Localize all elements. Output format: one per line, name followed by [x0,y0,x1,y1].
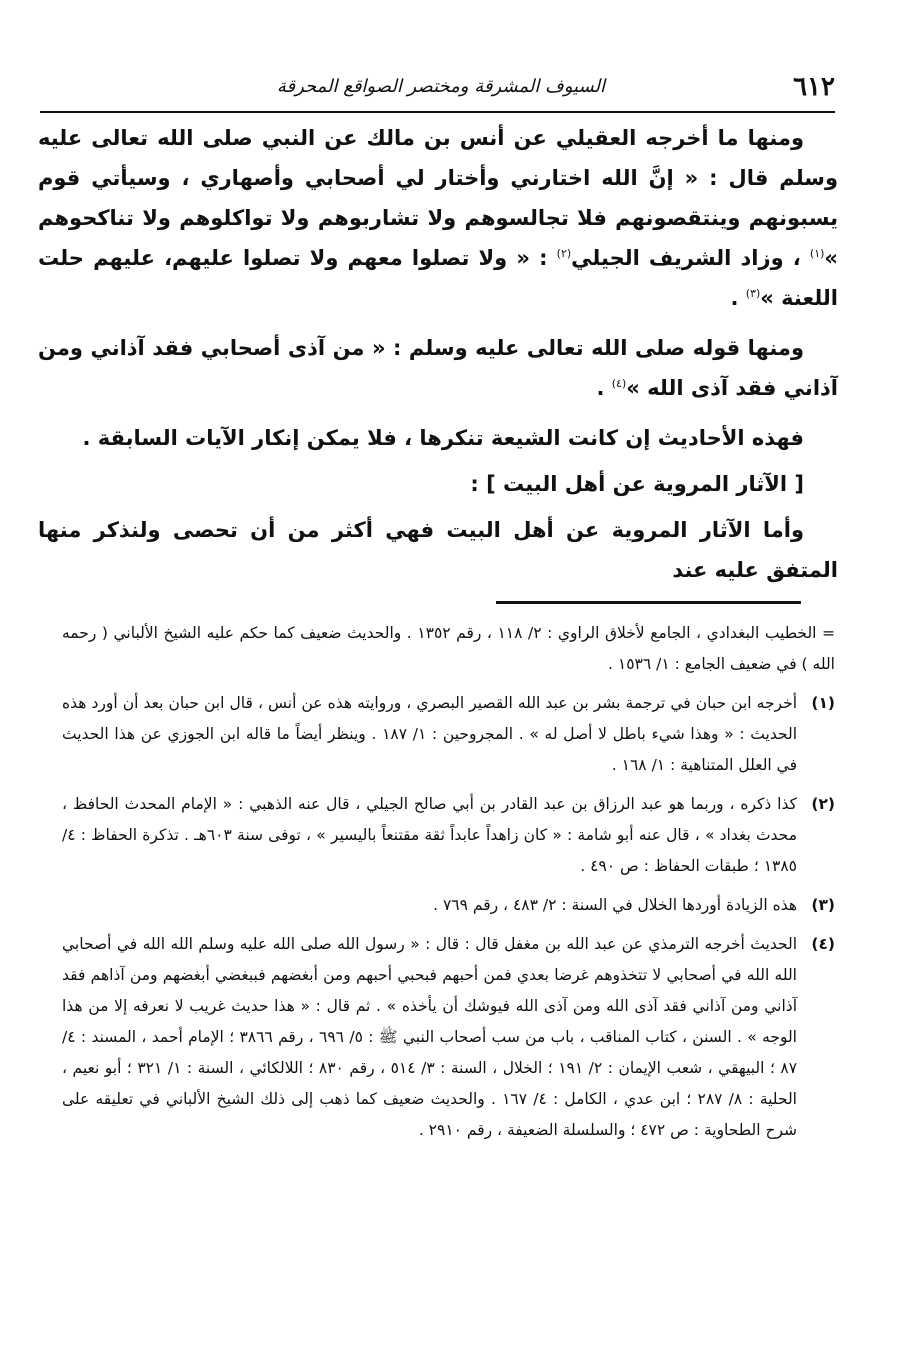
page-header [40,72,835,108]
section-heading: [ الآثار المروية عن أهل البيت ] : [470,472,804,496]
footnote-separator [496,601,801,604]
page-number: ٦١٢ [793,72,835,102]
footnote-3 [62,890,835,921]
footnote-4 [62,929,835,1146]
paragraph-text: . [730,286,746,310]
footnote-text: الحديث أخرجه الترمذي عن عبد الله بن مغفل قال : قال : « رسول الله صلى الله عليه وسلم الله الله في أصحابي الله الله في أصحابي لا تتخذوهم غرضا بعدي فمن أحبهم فبحبي أحبهم ومن أبغضهم فببغضي أبغضهم ومن آذاهم فقد آذاني ومن آذاني فقد آذى الله ومن آذى الله فيوشك أن يأخذه » . ثم قال : « هذا حديث غريب لا نعرفه إلا من هذا الوجه » . السنن ، كتاب المناقب ، باب من سب أصحاب النبي ﷺ : ٥/ ٦٩٦ ، رقم ٣٨٦٦ ؛ الإمام أحمد ، المسند : ٤/ ٨٧ ؛ البيهقي ، شعب الإيمان : ٢/ ١٩١ ؛ الخلال ، السنة : ٣/ ٥١٤ ، رقم ٨٣٠ ؛ اللالكائي ، السنة : ١/ ٣٢١ ؛ أبو نعيم ، الحلية : ٨/ ٢٨٧ ؛ ابن عدي ، الكامل : ٤/ ١٦٧ . والحديث ضعيف كما ذهب إلى ذلك الشيخ الألباني في تعليقه على شرح الطحاوية : ص ٤٧٢ ؛ والسلسلة الضعيفة ، رقم ٢٩١٠ . [62,935,798,1139]
header-rule [40,111,835,113]
footnote-1 [62,688,835,781]
footnotes [62,618,835,1154]
footnote-ref-2: (٢) [556,247,572,260]
footnote-ref-1: (١) [809,247,825,260]
paragraph-athar: وأما الآثار المروية عن أهل البيت فهي أكثر من أن تحصى ولنذكر منها المتفق عليه عند [38,518,838,582]
running-title: السيوف المشرقة ومختصر الصواقع المحرقة [276,76,605,97]
footnote-continuation: = الخطيب البغدادي ، الجامع لأخلاق الراوي : ٢/ ١١٨ ، رقم ١٣٥٢ . والحديث ضعيف كما حكم عليه الشيخ الألباني ( رحمه الله ) في ضعيف الجامع : ١/ ١٥٣٦ . [62,624,836,673]
paragraph-text: ، وزاد الشريف الجيلي [571,246,810,270]
paragraph-aqili-hadith [38,118,838,318]
footnote-ref-4: (٤) [611,377,627,390]
footnote-ref-3: (٣) [745,287,761,300]
footnote-text: هذه الزيادة أوردها الخلال في السنة : ٢/ ٤٨٣ ، رقم ٧٦٩ . [433,896,797,914]
footnote-number: (٣) [811,896,835,914]
paragraph-text: ومنها قوله صلى الله تعالى عليه وسلم : « من آذى أصحابي فقد آذاني ومن آذاني فقد آذى الله » [38,336,838,400]
footnote-number: (٢) [811,795,835,813]
paragraph-text: . [596,376,612,400]
paragraph-text: ومنها ما أخرجه العقيلي عن أنس بن مالك عن النبي صلى الله تعالى عليه وسلم قال : « إنَّ الله اختارني وأختار لي أصحابي وأصهاري ، وسيأتي قوم يسبونهم وينتقصونهم فلا تجالسوهم ولا تشاربوهم ولا تواكلوهم ولا تناكحوهم » [38,126,838,270]
main-text [38,118,838,590]
paragraph-text: : « ولا تصلوا معهم ولا تصلوا عليهم، عليهم حلت اللعنة » [38,246,838,310]
paragraph-conclusion: فهذه الأحاديث إن كانت الشيعة تنكرها ، فلا يمكن إنكار الآيات السابقة . [82,426,804,450]
footnote-text: كذا ذكره ، وربما هو عبد الرزاق بن عبد القادر بن أبي صالح الجيلي ، قال عنه الذهبي : « الإمام المحدث الحافظ ، محدث بغداد » ، قال عنه أبو شامة : « كان زاهداً عابداً ثقة مقتنعاً باليسير » ، توفى سنة ٦٠٣هـ . تذكرة الحفاظ : ٤/ ١٣٨٥ ؛ طبقات الحفاظ : ص ٤٩٠ . [62,795,797,875]
paragraph-adha-hadith [38,328,838,408]
footnote-number: (٤) [811,935,835,953]
footnote-2 [62,789,835,882]
footnote-number: (١) [811,694,835,712]
footnote-text: أخرجه ابن حبان في ترجمة بشر بن عبد الله القصير البصري ، وروايته هذه عن أنس ، قال ابن حبان بعد أن أورد هذه الحديث : « وهذا شيء باطل لا أصل له » . المجروحين : ١/ ١٨٧ . وينظر أيضاً ما قاله ابن الجوزي عن هذا الحديث في العلل المتناهية : ١/ ١٦٨ . [62,694,797,774]
